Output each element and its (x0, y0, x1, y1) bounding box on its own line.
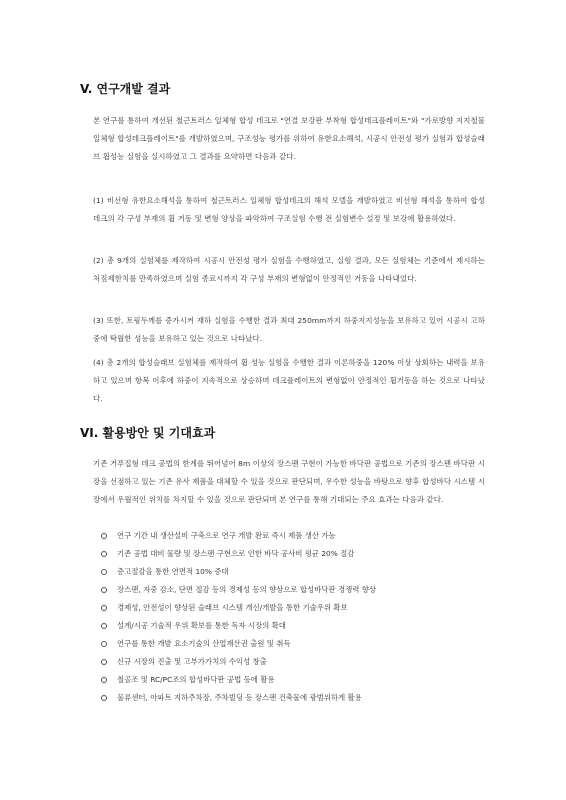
list-item-text: 물류센터, 아파트 지하주차장, 주차빌딩 등 장스팬 건축물에 광범위하게 활용 (117, 693, 362, 702)
list-item (101, 545, 501, 563)
list-item (101, 527, 501, 545)
list-item (101, 671, 501, 689)
list-item (101, 581, 501, 599)
circle-bullet-icon (101, 659, 107, 665)
list-item (101, 617, 501, 635)
circle-bullet-icon (101, 623, 107, 629)
list-item (101, 599, 501, 617)
list-item-text: 경제성, 안전성이 향상된 슬래브 시스템 개선/개발을 통한 기술우위 확보 (117, 603, 348, 612)
effects-list (101, 527, 501, 707)
circle-bullet-icon (101, 587, 107, 593)
section-v-title: V. 연구개발 결과 (80, 82, 171, 96)
list-item (101, 653, 501, 671)
finding-2: (2) 총 9개의 실험체를 제작하여 시공시 안전성 평가 실험을 수행하였고, 실험 결과, 모든 실험체는 기준에서 제시하는 처짐제한치를 만족하였으며 실험 종료시까지 각 구성 부재의 변형없이 안정적인 거동을 나타내었다. (93, 256, 485, 283)
list-item-text: 층고절감을 통한 연면적 10% 증대 (117, 567, 229, 576)
list-item (101, 635, 501, 653)
section-v-intro: 본 연구를 통하여 개선된 철근트러스 일체형 합성 데크로 "연결 보강판 부착형 합성데크플레이트"와 "가로방향 지지철물 일체형 합성데크플레이트"를 개발하였으며, 구조성능 평가를 위하여 유한요소해석, 시공시 안전성 평가 실험과 합성슬래브 휨성능 실험을 실시하였고 그 결과를 요약하면 다음과 같다. (93, 116, 485, 161)
circle-bullet-icon (101, 551, 107, 557)
section-vi-title: VI. 활용방안 및 기대효과 (80, 426, 216, 440)
finding-3: (3) 또한, 토핑두께를 증가시켜 재하 실험을 수행한 결과 최대 250mm까지 하중지지성능을 보유하고 있어 시공시 고하중에 탁월한 성능을 보유하고 있는 것으로 나타났다. (93, 316, 485, 343)
list-item-text: 장스팬, 자중 감소, 단면 절감 등의 경제성 등의 향상으로 합성바닥판 경쟁력 향상 (117, 585, 377, 594)
list-item-text: 연구를 통한 개발 요소기술의 산업재산권 출원 및 취득 (117, 639, 291, 648)
circle-bullet-icon (101, 569, 107, 575)
list-item-text: 설계/시공 기술적 우위 확보를 통한 독자 시장의 확대 (117, 621, 286, 630)
list-item (101, 563, 501, 581)
list-item-text: 기존 공법 대비 물량 및 장스팬 구현으로 인한 바닥 공사비 평균 20% 절감 (117, 549, 355, 558)
list-item-text: 철골조 및 RC/PC조의 합성바닥판 공법 등에 활용 (117, 675, 275, 684)
finding-1: (1) 비선형 유한요소해석을 통하여 철근트러스 일체형 합성데크의 해석 모델을 개발하였고 비선형 해석을 통하여 합성 데크의 각 구성 부재의 휨 거동 및 변형 양상을 파악하여 구조실험 수행 전 실험변수 설정 및 보강에 활용하였다. (93, 196, 485, 223)
list-item-text: 연구 기간 내 생산설비 구축으로 연구 개발 완료 즉시 제품 생산 가능 (117, 531, 336, 540)
list-item-text: 신규 시장의 진출 및 고부가가치의 수익성 창출 (117, 657, 267, 666)
circle-bullet-icon (101, 641, 107, 647)
circle-bullet-icon (101, 677, 107, 683)
section-vi-intro: 기존 거푸집형 데크 공법의 한계를 뛰어넘어 8m 이상의 장스팬 구현이 가능한 바닥판 공법으로 기존의 장스팬 바닥판 시장을 선점하고 있는 기존 유사 제품을 대체할 수 있을 것으로 판단되며, 우수한 성능을 바탕으로 향후 합성바닥 시스템 시장에서 우월적인 위치를 차지할 수 있을 것으로 판단되며 본 연구를 통해 기대되는 주요 효과는 다음과 같다. (93, 459, 485, 504)
finding-4: (4) 총 2개의 합성슬래브 실험체를 제작하여 휨 성능 실험을 수행한 결과 이론하중을 120% 이상 상회하는 내력을 보유하고 있으며 항복 이후에 하중이 지속적으로 상승하며 데크플레이트의 변형없이 안정적인 휨거동을 하는 것으로 나타났다. (93, 358, 485, 403)
list-item (101, 689, 501, 707)
circle-bullet-icon (101, 533, 107, 539)
circle-bullet-icon (101, 605, 107, 611)
circle-bullet-icon (101, 695, 107, 701)
